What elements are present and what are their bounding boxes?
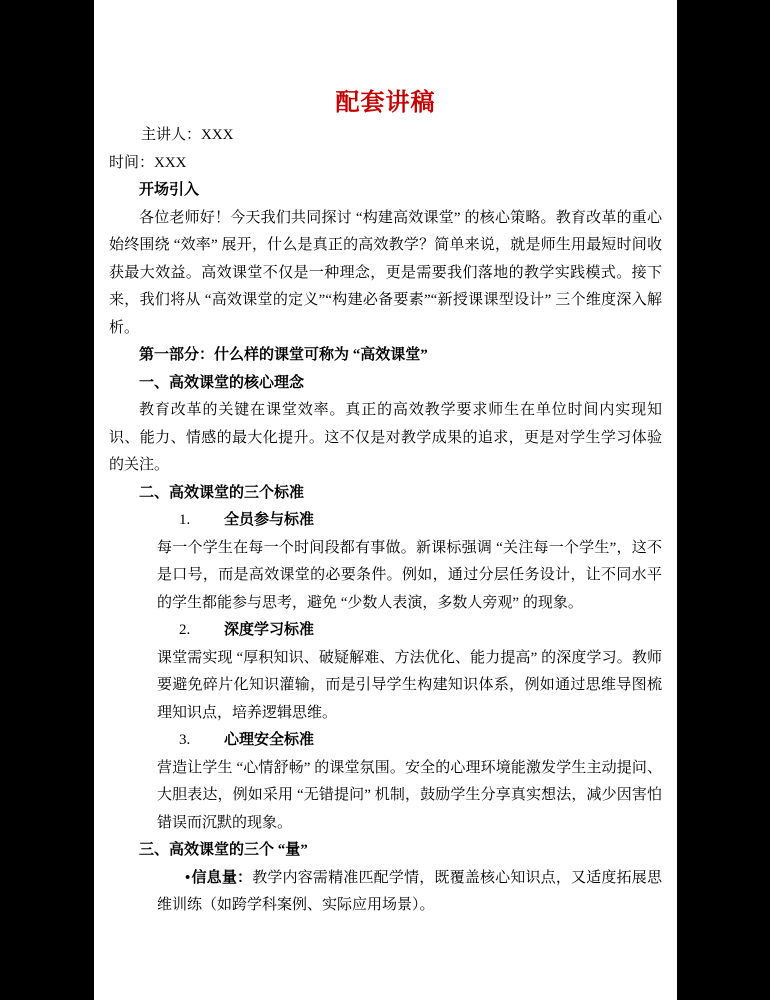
standard-2-body: 课堂需实现 “厚积知识、破疑解难、方法优化、能力提高” 的深度学习。教师要避免碎片化知识灌输，而是引导学生构建知识体系，例如通过思维导图梳理知识点，培养逻辑思维。 [157,649,662,721]
standard-3-label: 心理安全标准 [224,732,315,748]
document-title: 配套讲稿 [335,90,436,116]
paragraph-opening: 各位老师好！今天我们共同探讨 “构建高效课堂” 的核心策略。教育改革的重心始终围绕 “效率” 展开，什么是真正的高效教学？简单来说，就是师生用最短时间收获最大效益。高效课堂不仅是一种理念，更是需要我们落地的教学实践模式。接下来，我们将从 “高效课堂的定义”“构建必备要素”“新授课课型设计” 三个维度深入解析。 [109,209,662,336]
standard-2-number: 2. [179,622,191,638]
heading-section-1: 一、高效课堂的核心理念 [139,374,305,391]
document-page [94,0,677,1000]
bullet-text: 教学内容需精准匹配学情，既覆盖核心知识点，又适度拓展思维训练（如跨学科案例、实际应用场景）。 [157,869,662,913]
heading-part1: 第一部分：什么样的课堂可称为 “高效课堂” [139,347,428,363]
standard-1-body: 每一个学生在每一个时间段都有事做。新课标强调 “关注每一个学生”，这不是口号，而是高效课堂的必要条件。例如，通过分层任务设计，让不同水平的学生都能参与思考，避免 “少数人表演，多数人旁观” 的现象。 [157,539,662,611]
heading-section-3: 三、高效课堂的三个 “量” [139,842,308,858]
standard-1-heading [179,507,662,535]
heading-opening: 开场引入 [139,182,200,198]
time-line: 时间：XXX [109,154,187,171]
standard-3-heading [179,727,662,755]
paragraph-section-1: 教育改革的关键在课堂效率。真正的高效教学要求师生在单位时间内实现知识、能力、情感的最大化提升。这不仅是对教学成果的追求，更是对学生学习体验的关注。 [109,402,662,473]
standard-1-label: 全员参与标准 [224,512,315,528]
bullet-item-info-volume [157,865,662,920]
standard-3-body: 营造让学生 “心情舒畅” 的课堂氛围。安全的心理环境能激发学生主动提问、大胆表达，例如采用 “无错提问” 机制，鼓励学生分享真实想法，减少因害怕错误而沉默的现象。 [157,759,662,831]
standard-2-label: 深度学习标准 [224,622,315,638]
bullet-icon: • [185,869,191,886]
speaker-line: 主讲人：XXX [141,127,234,143]
heading-section-2: 二、高效课堂的三个标准 [139,484,305,501]
standard-1-number: 1. [179,512,191,528]
bullet-label: 信息量： [191,869,253,886]
standard-2-heading [179,617,662,645]
standard-3-number: 3. [179,732,191,748]
